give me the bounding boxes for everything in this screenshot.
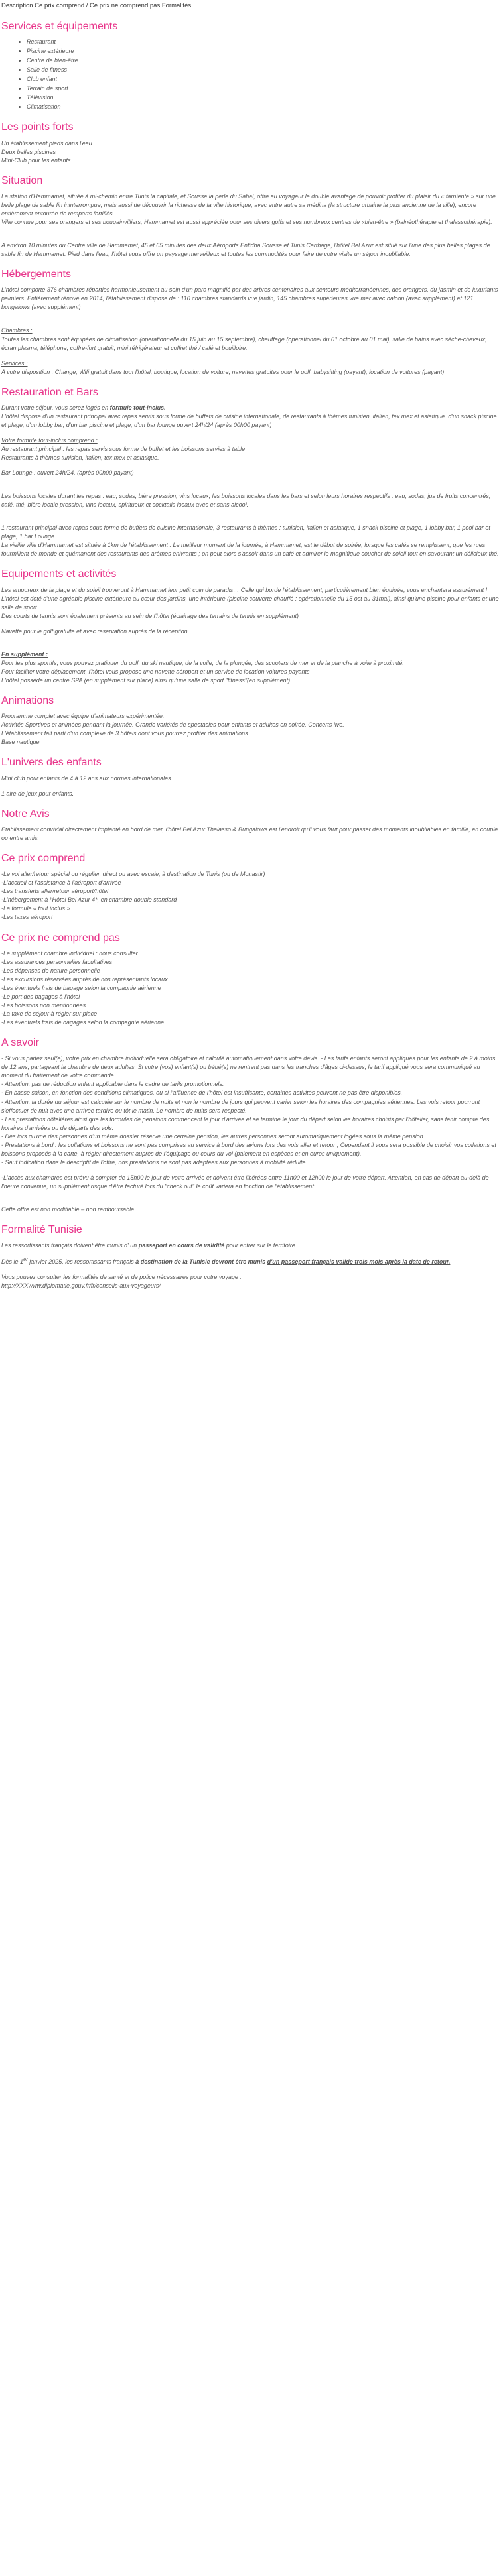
formula-label: Votre formule tout-inclus comprend :: [1, 437, 98, 444]
list-item: -La formule « tout inclus »: [1, 905, 70, 912]
situation-paragraph: Ville connue pour ses orangers et ses bougainvilliers, Hammamet est aussi appréciée pour ses divers golfs et ses nombreux centres de «bien-être » (balnéothérapie et thalassothérapie).: [1, 218, 492, 225]
bar-lounge: Bar Lounge : ouvert 24h/24, (après 00h00 payant): [1, 469, 134, 477]
formalities-bold: passeport en cours de validité: [138, 1242, 225, 1249]
includes-list: [1, 870, 500, 922]
formalities-bold-underline: d'un passeport français valide trois mois après la date de retour.: [267, 1258, 451, 1266]
restaurant-details-line: La vieille ville d'Hammamet est située à 1km de l'établissement : Le meilleur moment de la journée, à Hammamet, est le début de soirée, lorsque les cafés se remplissent, que les rues fourmillent de monde et quémanent des restaurants des arômes enivrants ; on peut alors s'assoir dans un café et admirer le magnifique coucher de soleil tout en savourant un délicieux thé.: [1, 542, 499, 558]
animations-title: Animations: [1, 695, 54, 707]
know-title: A savoir: [1, 1037, 39, 1049]
list-item: -Les dépenses de nature personnelle: [1, 967, 100, 974]
restaurant-intro-bold: formule tout-inclus.: [109, 404, 166, 411]
formalities-title: Formalité Tunisie: [1, 1224, 82, 1236]
list-item: -Les éventuels frais de bagage selon la compagnie aérienne: [1, 984, 161, 991]
hotel-services-text: A votre disposition : Change, Wifi gratuit dans tout l'hôtel, boutique, location de voiture, navettes gratuites pour le golf, babysitting (payant), location de voitures (payant): [1, 368, 445, 375]
hotel-services-block: [1, 359, 500, 377]
restaurant-title: Restauration et Bars: [1, 386, 98, 398]
formalities-sup: er: [23, 1257, 28, 1263]
know-checkin: -L'accès aux chambres est prévu à compter de 15h00 le jour de votre arrivée et doivent être libérées entre 11h00 et 12h00 le jour de votre départ. Attention, en cas de départ au-delà de l'heure convenue, un supplément risque d'être facturé lors du "check out" le coût variera en fonction de l'établissement.: [1, 1174, 489, 1190]
notice-title: Notre Avis: [1, 808, 50, 820]
list-item: • Climatisation: [27, 103, 500, 111]
list-item: -L'hébergement à l'Hôtel Bel Azur 4*, en chambre double standard: [1, 896, 177, 904]
formalities-bold: à destination de la Tunisie devront être munis: [135, 1258, 267, 1266]
accommodation-title: Hébergements: [1, 269, 71, 280]
know-line: - Les prestations hôtelières ainsi que les formules de pensions commencent le jour d'arrivée et se termine le jour du départ selon les horaires choisis par l'hôtelier, sans tenir compte des horaires d'arrivées ou de départs des vols.: [1, 1115, 490, 1131]
rooms-text: Toutes les chambres sont équipées de climatisation (operationnelle du 15 juin au 15 septembre), chauffage (operationnel du 01 octobre au 01 mai), salle de bains avec sèche-cheveux, écran plasma, téléphone, coffre-fort gratuit, mini réfrigérateur et coffret thé / café et bouilloire.: [1, 336, 487, 351]
animations-block: [1, 712, 500, 747]
formalities-text: pour entrer sur le territoire.: [224, 1242, 297, 1249]
animations-line: Base nautique: [1, 739, 40, 746]
know-line: - Attention, la durée du séjour est calculée sur le nombre de nuits et non le nombre de jours qui peuvent varier selon les horaires des compagnies aériennes. Les vols retour pourront s'effectuer de nuit avec une arrivée tardive ou tôt le matin. Le nombre de nuits sera respecté.: [1, 1098, 480, 1114]
animations-line: Activités Sportives et animées pendant la journée. Grande variétés de spectacles pour enfants et adultes en soirée. Concerts live.: [1, 721, 344, 729]
list-item: • Salle de fitness: [27, 66, 500, 74]
formalities-2025: [1, 1257, 500, 1266]
strong-point: Mini-Club pour les enfants: [1, 156, 71, 164]
list-item: • Terrain de sport: [27, 84, 500, 93]
kids-line: 1 aire de jeux pour enfants.: [1, 790, 74, 797]
list-item: -Le supplément chambre individuel : nous consulter: [1, 950, 138, 957]
extra-label: En supplément :: [1, 650, 48, 658]
list-item: -Les boissons non mentionnées: [1, 1001, 86, 1009]
kids-line: Mini club pour enfants de 4 à 12 ans aux normes internationales.: [1, 774, 173, 782]
list-item: -Les transferts aller/retour aéroport/hôtel: [1, 888, 109, 895]
formula-block: [1, 436, 500, 462]
page-description: Description Ce prix comprend / Ce prix ne comprend pas Formalités: [1, 2, 192, 9]
know-block: [1, 1054, 500, 1167]
formalities-consult: [1, 1273, 500, 1290]
list-item: -Les assurances personnelles facultatives: [1, 958, 113, 965]
formula-line: Au restaurant principal : les repas servis sous forme de buffet et les boissons servies à table: [1, 446, 246, 453]
list-item: -Les éventuels frais de bagages selon la compagnie aérienne: [1, 1019, 165, 1026]
list-item: -L'accueil et l'assistance à l'aéroport d'arrivée: [1, 879, 121, 887]
rooms-label: Chambres :: [1, 327, 33, 334]
list-item: -Les taxes aéroport: [1, 914, 53, 921]
situation-paragraph: La station d'Hammamet, située à mi-chemin entre Tunis la capitale, et Sousse la perle du Sahel, offre au voyageur le double avantage de pouvoir profiter du plaisir du « farniente » sur une belle plage de sable fin ininterrompue, mais aussi de découvrir la richesse de la ville historique, avec entre autre sa médina (la structure urbaine la plus ancienne de la ville), encore entièrement entourée de remparts fortifiés.: [1, 192, 496, 217]
leisure-paragraph: Des courts de tennis sont également présents au sein de l'hôtel (éclairage des terrains de tennis en supplément): [1, 612, 299, 619]
formalities-text: Les ressortissants français doivent être munis d' un: [1, 1242, 139, 1249]
extra-line: L'hôtel possède un centre SPA (en supplément sur place) ainsi qu'une salle de sport "fitness"(en supplément): [1, 677, 291, 684]
list-item: • Restaurant: [27, 38, 500, 46]
know-non-refundable: Cette offre est non modifiable – non remboursable: [1, 1206, 135, 1213]
accommodation-paragraph: L'hôtel comporte 376 chambres réparties harmonieusement au sein d'un parc magnifié par des arbres centenaires aux senteurs méditerranéennes, des orangers, du jasmin et de luxuriants palmiers. Entièrement rénové en 2014, l'établissement dispose de : 110 chambres standards vue jardin, 145 chambres supérieures vue mer avec balcon (avec supplément) et 121 bungalows (avec supplément): [1, 286, 498, 311]
formalities-passport: [1, 1241, 500, 1250]
leisure-paragraph: Navette pour le golf gratuite et avec reservation auprès de la réception: [1, 627, 188, 635]
kids-title: L'univers des enfants: [1, 757, 102, 768]
formula-line: Restaurants à thèmes tunisien, italien, tex mex et asiatique.: [1, 454, 159, 461]
strong-point: Deux belles piscines: [1, 148, 56, 155]
list-item: -Le vol aller/retour spécial ou régulier, direct ou avec escale, à destination de Tunis (ou de Monastir): [1, 871, 265, 878]
list-item: • Centre de bien-être: [27, 56, 500, 65]
extra-line: Pour faciliter votre déplacement, l'hôtel vous propose une navette aéroport et un service de location voitures payants: [1, 668, 310, 675]
drinks-paragraph: Les boissons locales durant les repas : eau, sodas, bière pression, vins locaux, les boissons locales dans les bars et selon leurs horaires respectifs : eau, sodas, jus de fruits concentrés, café, thé, bière locale pression, vins locaux, spiritueux et cocktails locaux avec et sans alcool.: [1, 493, 491, 509]
excludes-list: [1, 950, 500, 1027]
restaurant-details-line: 1 restaurant principal avec repas sous forme de buffets de cuisine internationale, 3 restaurants à thèmes : tunisien, italien et asiatique, 1 snack piscine et plage, 1 lobby bar, 1 pool bar et plage, 1 bar Lounge .: [1, 524, 490, 540]
rooms-block: [1, 326, 500, 352]
list-item: -Les excursions réservées auprès de nos représentants locaux: [1, 975, 168, 983]
know-line: - Sauf indication dans le descriptif de l'offre, nos prestations ne sont pas adaptées aux personnes à mobilité réduite.: [1, 1158, 307, 1166]
know-line: - Attention, pas de réduction enfant applicable dans le cadre de tarifs promotionnels.: [1, 1081, 224, 1088]
restaurant-details: [1, 524, 500, 558]
restaurant-intro-text: Durant votre séjour, vous serez logés en: [1, 404, 110, 411]
animations-line: L'établissement fait parti d'un complexe de 3 hôtels dont vous pourrez profiter des animations.: [1, 730, 250, 737]
extra-line: Pour les plus sportifs, vous pouvez pratiquer du golf, du ski nautique, de la voile, de la plongée, des scooters de mer et de la planche à voile à proximité.: [1, 659, 404, 666]
know-line: - Si vous partez seul(e), votre prix en chambre individuelle sera obligatoire et calculé automatiquement dans votre devis. - Les tarifs enfants seront appliqués pour les enfants de 2 à moins de 12 ans, partageant la chambre de deux adultes. Si votre (vos) enfant(s) ou bébé(s) ne rentrent pas dans les tranches d'âges ci-dessus, le tarif appliqué vous sera communiqué au moment du traitement de votre commande.: [1, 1055, 496, 1079]
restaurant-intro: [1, 404, 500, 430]
know-line: - Dès lors qu'une des personnes d'un même dossier réserve une certaine pension, les autres personnes seront automatiquement logées sous la même pension.: [1, 1133, 425, 1140]
list-item: • Piscine extérieure: [27, 47, 500, 56]
hotel-services-label: Services :: [1, 359, 28, 367]
formalities-text: janvier 2025, les ressortissants français: [27, 1258, 136, 1266]
diplomatie-link[interactable]: http://XXXwww.diplomatie.gouv.fr/fr/conseils-aux-voyageurs/: [1, 1282, 161, 1290]
includes-title: Ce prix comprend: [1, 853, 86, 865]
list-item: • Club enfant: [27, 75, 500, 84]
list-item: -Le port des bagages à l'hôtel: [1, 993, 80, 1000]
strong-point: Un établissement pieds dans l'eau: [1, 139, 92, 147]
extra-block: [1, 650, 500, 685]
situation-title: Situation: [1, 174, 43, 186]
leisure-paragraph: L'hôtel est doté d'une agréable piscine extérieure au cœur des jardins, une intérieure (piscine couverte chauffé : opérationnelle du 15 oct au 31mai), ainsi qu'une piscine pour enfants et une salle de sport.: [1, 595, 499, 611]
notice-text: Etablissement convivial directement implanté en bord de mer, l'hôtel Bel Azur Thalasso & Bungalows est l'endroit qu'il vous faut pour passer des moments inoubliables en famille, en couple ou entre amis.: [1, 826, 498, 841]
know-line: - En basse saison, en fonction des conditions climatiques, ou si l'affluence de l'hôtel est insuffisante, certaines activités peuvent ne pas être disponibles.: [1, 1089, 403, 1097]
formalities-consult-text: Vous pouvez consulter les formalités de santé et de police nécessaires pour votre voyage :: [1, 1274, 242, 1281]
strong-points-title: Les points forts: [1, 121, 74, 133]
services-list: [1, 38, 500, 111]
leisure-title: Equipements et activités: [1, 568, 117, 580]
formalities-text: Dès le 1: [1, 1258, 24, 1266]
list-item: -La taxe de séjour à régler sur place: [1, 1011, 98, 1018]
restaurant-paragraph: L'hôtel dispose d'un restaurant principal avec repas servis sous forme de buffets de cuisine internationale, de restaurants à thèmes tunisien, italien, tex mex et asiatique. d'un snack piscine et plage, d'un lobby bar, d'un bar piscine et plage, d'un bar lounge ouvert 24h/24 (après 00h00 payant): [1, 412, 497, 428]
services-title: Services et équipements: [1, 20, 118, 32]
list-item: • Télévision: [27, 93, 500, 102]
animations-line: Programme complet avec équipe d'animateurs expérimentée.: [1, 713, 165, 720]
leisure-paragraph: Les amoureux de la plage et du soleil trouveront à Hammamet leur petit coin de paradis… Celle qui borde l'établissement, particulièrement bien équipée, vous enchantera assurément !: [1, 586, 488, 593]
excludes-title: Ce prix ne comprend pas: [1, 932, 120, 944]
strong-points-text: [1, 139, 500, 165]
situation-paragraph: A environ 10 minutes du Centre ville de Hammamet, 45 et 65 minutes des deux Aéroports Enfidha Sousse et Tunis Carthage, l'hôtel Bel Azur est situé sur l'une des plus belles plages de sable fin de Hammamet. Pied dans l'eau, l'hôtel vous offre un paysage merveilleux et toutes les commodités pour faire de votre visite un séjour inoubliable.: [1, 242, 490, 258]
know-line: - Prestations à bord : les collations et boissons ne sont pas comprises au service à bord des avions lors des vols aller et retour ; Cependant il vous sera possible de choisir vos collations et boissons proposés à la carte, à régler directement auprès de l'équipage ou cours du vol (paiement en espèces et en euros uniquement).: [1, 1141, 496, 1157]
